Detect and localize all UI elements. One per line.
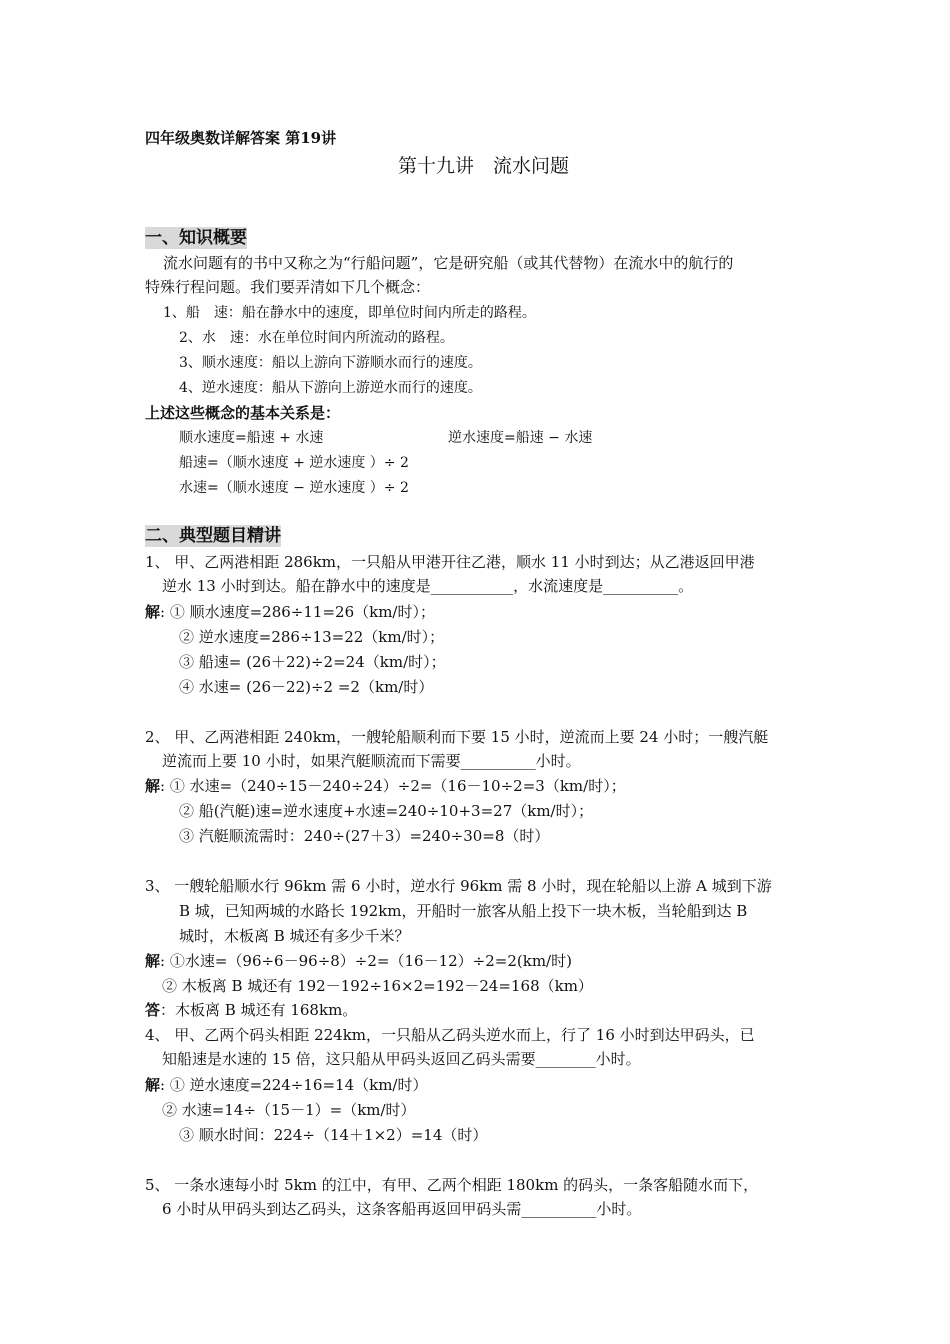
formula: 顺水速度=船速 + 水速 (179, 430, 324, 446)
question-line: 2、 甲、乙两港相距 240km，一艘轮船顺利而下要 15 小时，逆流而上要 24 小时；一艘汽艇 (145, 728, 769, 746)
answer-line: 答：木板离 B 城还有 168km。 (145, 1001, 358, 1019)
question-line: 城时，木板离 B 城还有多少千米？ (179, 927, 410, 945)
concept-item: 4、逆水速度：船从下游向上游逆水而行的速度。 (179, 380, 482, 396)
solution-line: ③ 顺水时间：224÷（14＋1×2）=14（时） (179, 1126, 488, 1144)
question-line: 4、 甲、乙两个码头相距 224km，一只船从乙码头逆水而上，行了 16 小时到达甲码头，已 (145, 1026, 755, 1044)
question-line: 5、 一条水速每小时 5km 的江中，有甲、乙两个相距 180km 的码头，一条客船随水而下， (145, 1176, 759, 1194)
solution-line: ③ 汽艇顺流需时：240÷(27＋3）=240÷30=8（时） (179, 827, 550, 845)
solution-label: 解 (145, 952, 161, 970)
document-label: 四年级奥数详解答案 第19讲 (145, 129, 337, 147)
question-line: B 城，已知两城的水路长 192km，开船时一旅客从船上投下一块木板，当轮船到达 B (179, 902, 748, 920)
solution-line: ③ 船速= (26＋22)÷2=24（km/时）； (179, 653, 446, 671)
solution-line: 解: ① 顺水速度=286÷11=26（km/时）； (145, 603, 435, 621)
question-line: 逆流而上要 10 小时，如果汽艇顺流而下需要__________小时。 (162, 752, 581, 770)
paragraph-line: 特殊行程问题。我们要弄清如下几个概念： (145, 278, 431, 296)
formula: 船速=（顺水速度 + 逆水速度 ）÷ 2 (179, 455, 409, 471)
answer-label: 答 (145, 1001, 161, 1019)
solution-line: ② 船(汽艇)速=逆水速度+水速=240÷10+3=27（km/时）； (179, 802, 594, 820)
page-title: 第十九讲 流水问题 (398, 155, 570, 177)
solution-line: ② 逆水速度=286÷13=22（km/时）； (179, 628, 445, 646)
relation-heading: 上述这些概念的基本关系是： (145, 404, 341, 422)
concept-item: 1、船 速：船在静水中的速度，即单位时间内所走的路程。 (163, 305, 536, 321)
solution-line: 解: ① 逆水速度=224÷16=14（km/时） (145, 1076, 428, 1094)
solution-label: 解 (145, 1076, 161, 1094)
question-line: 逆水 13 小时到达。船在静水中的速度是___________，水流速度是__________。 (162, 577, 694, 595)
formula: 逆水速度=船速 − 水速 (448, 430, 593, 446)
solution-line: ④ 水速= (26－22)÷2 =2（km/时） (179, 678, 434, 696)
solution-label: 解 (145, 603, 161, 621)
section-heading-2: 二、典型题目精讲 (145, 526, 281, 546)
concept-item: 3、顺水速度：船以上游向下游顺水而行的速度。 (179, 355, 482, 371)
section-heading-1: 一、知识概要 (145, 228, 247, 248)
question-line: 6 小时从甲码头到达乙码头，这条客船再返回甲码头需__________小时。 (162, 1200, 642, 1218)
solution-label: 解 (145, 777, 161, 795)
question-line: 3、 一艘轮船顺水行 96km 需 6 小时，逆水行 96km 需 8 小时，现在轮船以上游 A 城到下游 (145, 877, 772, 895)
solution-line: ② 木板离 B 城还有 192－192÷16×2=192－24=168（km） (162, 977, 593, 995)
question-line: 1、 甲、乙两港相距 286km，一只船从甲港开往乙港，顺水 11 小时到达；从乙港返回甲港 (145, 553, 755, 571)
formula: 水速=（顺水速度 − 逆水速度 ）÷ 2 (179, 480, 409, 496)
solution-line: ② 水速=14÷（15－1）=（km/时） (162, 1101, 416, 1119)
question-line: 知船速是水速的 15 倍，这只船从甲码头返回乙码头需要________小时。 (162, 1050, 641, 1068)
solution-line: 解: ① 水速=（240÷15－240÷24）÷2=（16－10÷2=3（km/时）； (145, 777, 626, 795)
solution-line: 解: ①水速=（96÷6－96÷8）÷2=（16－12）÷2=2(km/时) (145, 952, 572, 970)
concept-item: 2、水 速：水在单位时间内所流动的路程。 (179, 330, 454, 346)
paragraph-line: 流水问题有的书中又称之为“行船问题”，它是研究船（或其代替物）在流水中的航行的 (163, 254, 734, 272)
